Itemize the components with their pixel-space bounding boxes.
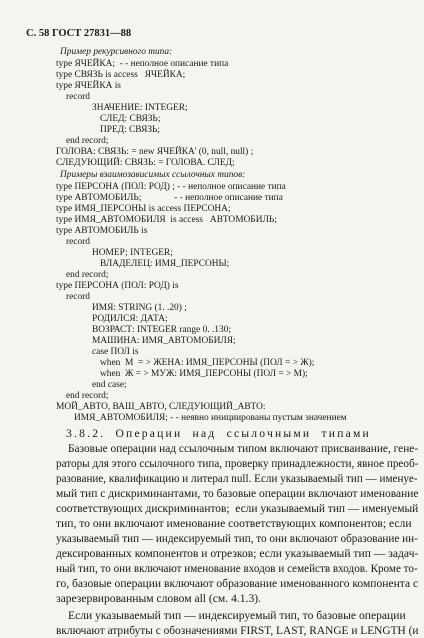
code-line: end record;: [66, 270, 109, 280]
body-line: зарезервированным словом all (см. 4.1.3).: [56, 592, 262, 605]
code-line: end record;: [66, 391, 109, 401]
code-line: type ЯЧЕЙКА; - - неполное описание типа: [56, 59, 229, 69]
code-line: case ПОЛ is: [92, 347, 139, 357]
code-line: ИМЯ: STRING (1. .20) ;: [92, 303, 187, 313]
body-line: тип, то они включают именование соответствующих компонентов; если: [56, 517, 412, 530]
body-line: мый тип с дискриминантами, то базовые операции включают именование: [56, 487, 419, 500]
code-line: ИМЯ_АВТОМОБИЛЯ; - - неявно инициированы пустым значением: [74, 413, 347, 423]
code-line: when M = > ЖЕНА: ИМЯ_ПЕРСОНЫ (ПОЛ = > Ж);: [100, 358, 315, 368]
body-line: Если указываемый тип — индексируемый тип, то базовые операции: [68, 609, 406, 622]
code-line: type ИМЯ_АВТОМОБИЛЯ is access АВТОМОБИЛЬ;: [56, 215, 277, 225]
body-line: включают атрибуты с обозначениями FIRST, LAST, RANGE и LENGTH (и: [56, 624, 419, 637]
code-line: ВОЗРАСТ: INTEGER range 0. .130;: [92, 325, 231, 335]
code-line: ВЛАДЕЛЕЦ: ИМЯ_ПЕРСОНЫ;: [100, 259, 230, 269]
code-line: НОМЕР; INTEGER;: [92, 248, 173, 258]
body-line: ный тип, то они включают именование входов и семейств входов. Кроме то-: [56, 562, 418, 575]
code-line: end case;: [92, 380, 127, 390]
code-line: when Ж = > МУЖ: ИМЯ_ПЕРСОНЫ (ПОЛ = > М);: [100, 369, 308, 379]
body-line: соответствующих дискриминантов; если указываемый тип — именуемый: [56, 502, 419, 515]
code-line: type ПЕРСОНА (ПОЛ: РОД) ; - - неполное описание типа: [56, 182, 286, 192]
code-line: ПРЕД: СВЯЗЬ;: [100, 125, 161, 135]
section-heading: 3.8.2. Операции над ссылочными типами: [66, 427, 371, 440]
code-line: type ЯЧЕЙКА is: [56, 81, 121, 91]
code-line: type АВТОМОБИЛЬ is: [56, 226, 148, 236]
code-line: МОЙ_АВТО, ВАШ_АВТО, СЛЕДУЮЩИЙ_АВТО:: [56, 402, 266, 412]
body-line: раторы для этого ссылочного типа, проверку принадлежности, явное преоб-: [56, 457, 419, 470]
code-line: МАШИНА: ИМЯ_АВТОМОБИЛЯ;: [92, 336, 236, 346]
body-line: го, базовые операции включают образование именованного компонента с: [56, 577, 419, 590]
code-line: Пример рекурсивного типа:: [60, 47, 173, 57]
code-line: record: [66, 237, 90, 247]
page-header: С. 58 ГОСТ 27831—88: [26, 28, 132, 39]
code-line: СЛЕД: СВЯЗЬ;: [100, 114, 161, 124]
code-line: type СВЯЗЬ is access ЯЧЕЙКА;: [56, 70, 186, 80]
code-line: type АВТОМОБИЛЬ; - - неполное описание типа: [56, 193, 283, 203]
code-line: end record;: [66, 136, 109, 146]
code-line: РОДИЛСЯ: ДАТА;: [92, 314, 168, 324]
code-line: type ИМЯ_ПЕРСОНЫ is access ПЕРСОНА;: [56, 204, 231, 214]
body-line: дексированных компонентов и отрезков; если указываемый тип — задач-: [56, 547, 419, 560]
body-line: указываемый тип — индексируемый тип, то они включают образование ин-: [56, 532, 418, 545]
code-line: ГОЛОВА: СВЯЗЬ: = new ЯЧЕЙКА' (0, null, null) ;: [56, 147, 254, 157]
code-line: record: [66, 292, 90, 302]
body-line: Базовые операции над ссылочным типом включают присваивание, гене-: [68, 442, 419, 455]
code-line: record: [66, 92, 90, 102]
code-line: type ПЕРСОНА (ПОЛ: РОД) is: [56, 281, 179, 291]
code-line: ЗНАЧЕНИЕ: INTEGER;: [92, 103, 188, 113]
code-line: Примеры взаимозависимых ссылочных типов:: [60, 170, 246, 180]
code-line: СЛЕДУЮЩИЙ: СВЯЗЬ: = ГОЛОВА. СЛЕД;: [56, 158, 235, 168]
body-line: разование, квалификацию и литерал null. Если указываемый тип — именуе-: [56, 472, 418, 485]
